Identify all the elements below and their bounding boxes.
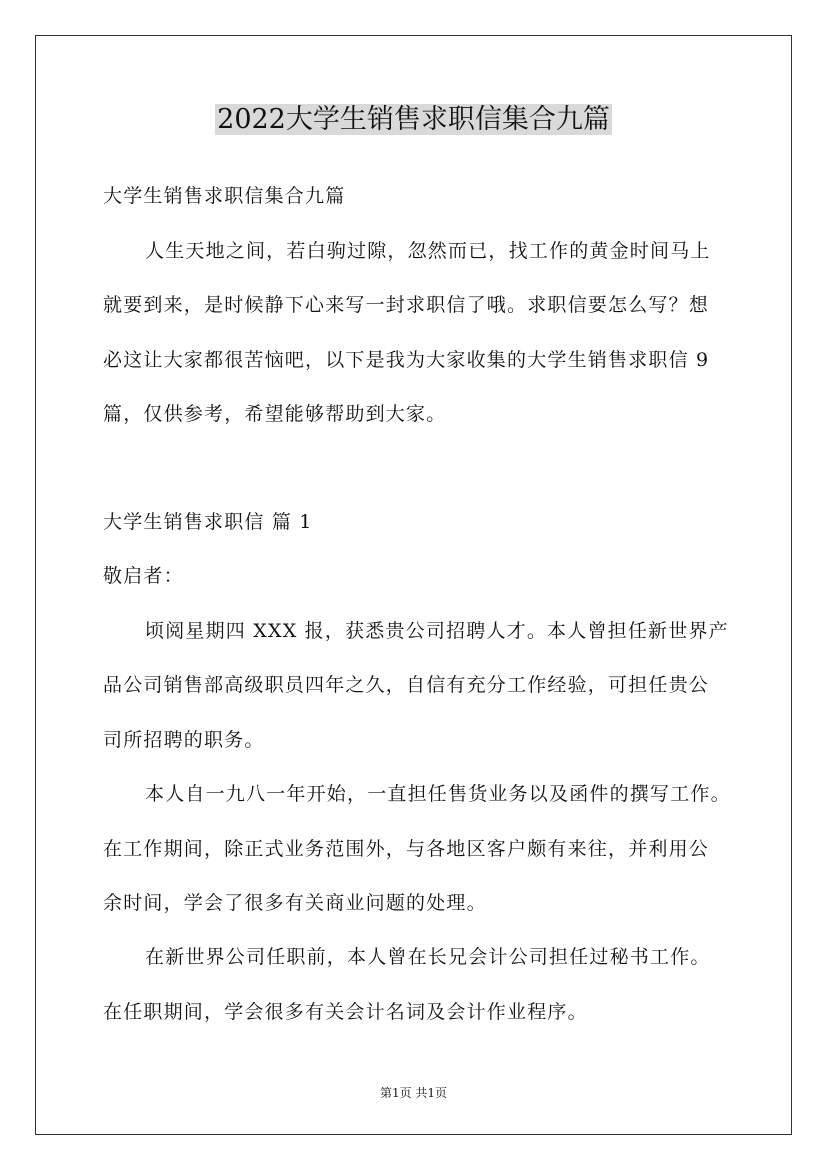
document-title-text: 2022大学生销售求职信集合九篇 <box>217 104 610 135</box>
paragraph-line: 在工作期间，除正式业务范围外，与各地区客户颇有来往，并利用公 <box>103 838 710 860</box>
section-heading: 大学生销售求职信 篇 1 <box>103 511 313 533</box>
paragraph-line: 司所招聘的职务。 <box>103 729 265 751</box>
subtitle-line: 大学生销售求职信集合九篇 <box>103 185 346 207</box>
paragraph-line: 余时间，学会了很多有关商业问题的处理。 <box>103 892 487 914</box>
paragraph-line: 篇，仅供参考，希望能够帮助到大家。 <box>103 403 447 425</box>
paragraph-line: 人生天地之间，若白驹过隙，忽然而已，找工作的黄金时间马上 <box>145 240 711 262</box>
salutation: 敬启者： <box>103 565 184 587</box>
paragraph-line: 就要到来，是时候静下心来写一封求职信了哦。求职信要怎么写？想 <box>103 294 710 316</box>
paragraph-line: 在任职期间，学会很多有关会计名词及会计作业程序。 <box>103 1001 588 1023</box>
document-title <box>0 98 827 142</box>
page-footer: 第1页 共1页 <box>379 1086 448 1100</box>
paragraph-line: 顷阅星期四 XXX 报，获悉贵公司招聘人才。本人曾担任新世界产 <box>145 620 729 642</box>
paragraph-line: 本人自一九八一年开始，一直担任售货业务以及函件的撰写工作。 <box>145 783 731 805</box>
paragraph-line: 品公司销售部高级职员四年之久，自信有充分工作经验，可担任贵公 <box>103 674 710 696</box>
paragraph-line: 在新世界公司任职前，本人曾在长兄会计公司担任过秘书工作。 <box>145 946 711 968</box>
paragraph-line: 必这让大家都很苦恼吧，以下是我为大家收集的大学生销售求职信 9 <box>103 349 710 371</box>
